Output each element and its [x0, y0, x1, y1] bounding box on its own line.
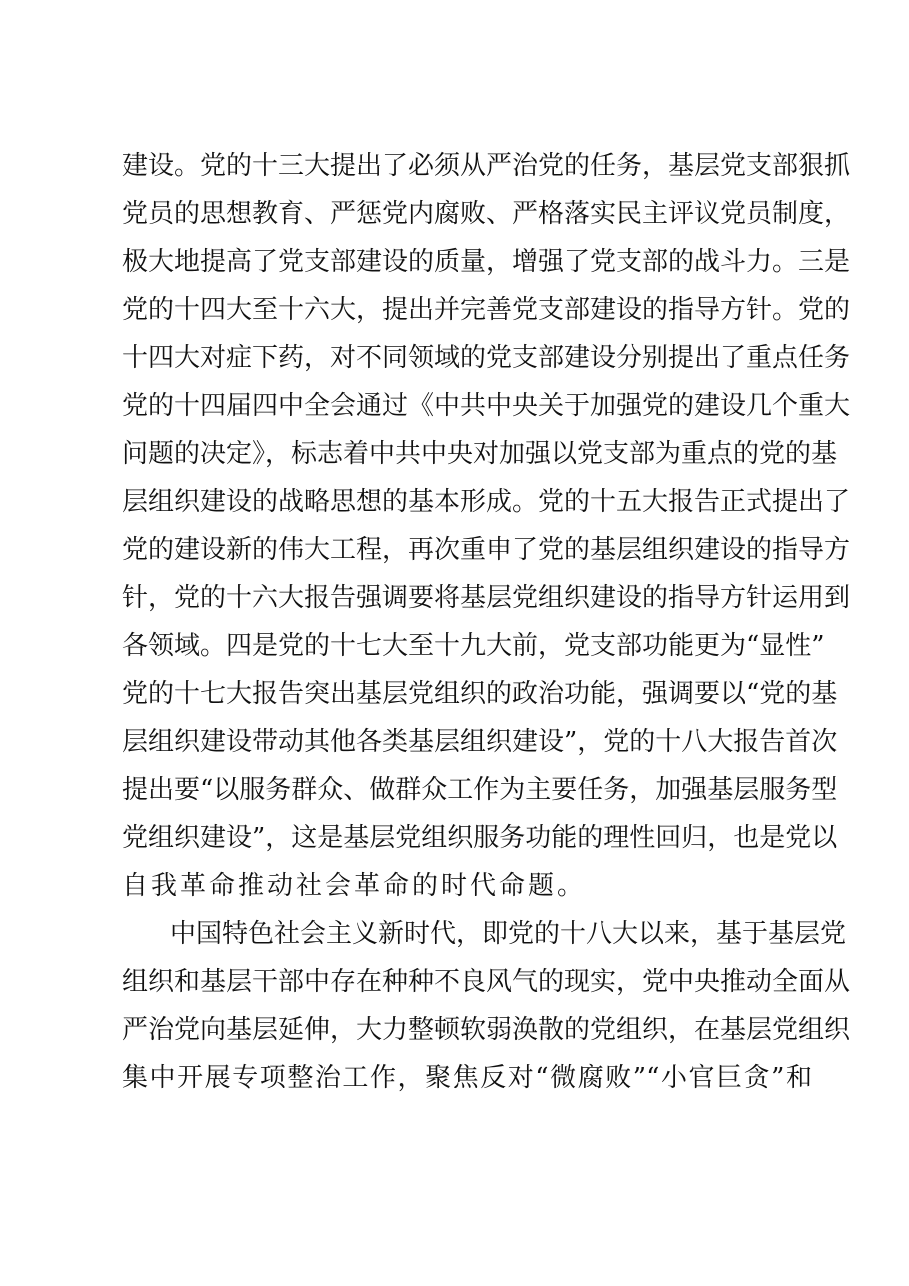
text-line: 建设。党的十三大提出了必须从严治党的任务，基层党支部狠抓 — [122, 151, 851, 181]
text-line: 问题的决定》，标志着中共中央对加强以党支部为重点的党的基 — [122, 439, 838, 469]
text-line: 提出要“以服务群众、做群众工作为主要任务，加强基层服务型 — [122, 775, 838, 805]
text-line: 针，党的十六大报告强调要将基层党组织建设的指导方针运用到 — [122, 583, 851, 613]
text-line: 中国特色社会主义新时代，即党的十八大以来，基于基层党 — [170, 919, 847, 949]
text-line: 层组织建设带动其他各类基层组织建设”，党的十八大报告首次 — [122, 727, 838, 757]
text-line: 党的十四届四中全会通过《中共中央关于加强党的建设几个重大 — [122, 391, 851, 421]
text-line: 各领域。四是党的十七大至十九大前，党支部功能更为“显性” — [122, 631, 825, 661]
paragraph — [122, 910, 851, 1102]
text-line: 党员的思想教育、严惩党内腐败、严格落实民主评议党员制度， — [122, 199, 851, 229]
text-line: 层组织建设的战略思想的基本形成。党的十五大报告正式提出了 — [122, 487, 851, 517]
text-line: 党的十七大报告突出基层党组织的政治功能，强调要以“党的基 — [122, 679, 838, 709]
text-line: 集中开展专项整治工作，聚焦反对“微腐败”“小官巨贪”和 — [122, 1063, 812, 1093]
text-line: 十四大对症下药，对不同领域的党支部建设分别提出了重点任务 — [122, 343, 851, 373]
text-line: 党的十四大至十六大，提出并完善党支部建设的指导方针。党的 — [122, 295, 851, 325]
body-text — [122, 142, 851, 1102]
text-line: 严治党向基层延伸，大力整顿软弱涣散的党组织，在基层党组织 — [122, 1015, 851, 1045]
text-line: 极大地提高了党支部建设的质量，增强了党支部的战斗力。三是 — [122, 247, 851, 277]
text-line: 党的建设新的伟大工程，再次重申了党的基层组织建设的指导方 — [122, 535, 851, 565]
text-line: 党组织建设”，这是基层党组织服务功能的理性回归，也是党以 — [122, 823, 838, 853]
text-line: 组织和基层干部中存在种种不良风气的现实，党中央推动全面从 — [122, 967, 851, 997]
paragraph — [122, 142, 851, 910]
text-line: 自我革命推动社会革命的时代命题。 — [122, 871, 587, 901]
